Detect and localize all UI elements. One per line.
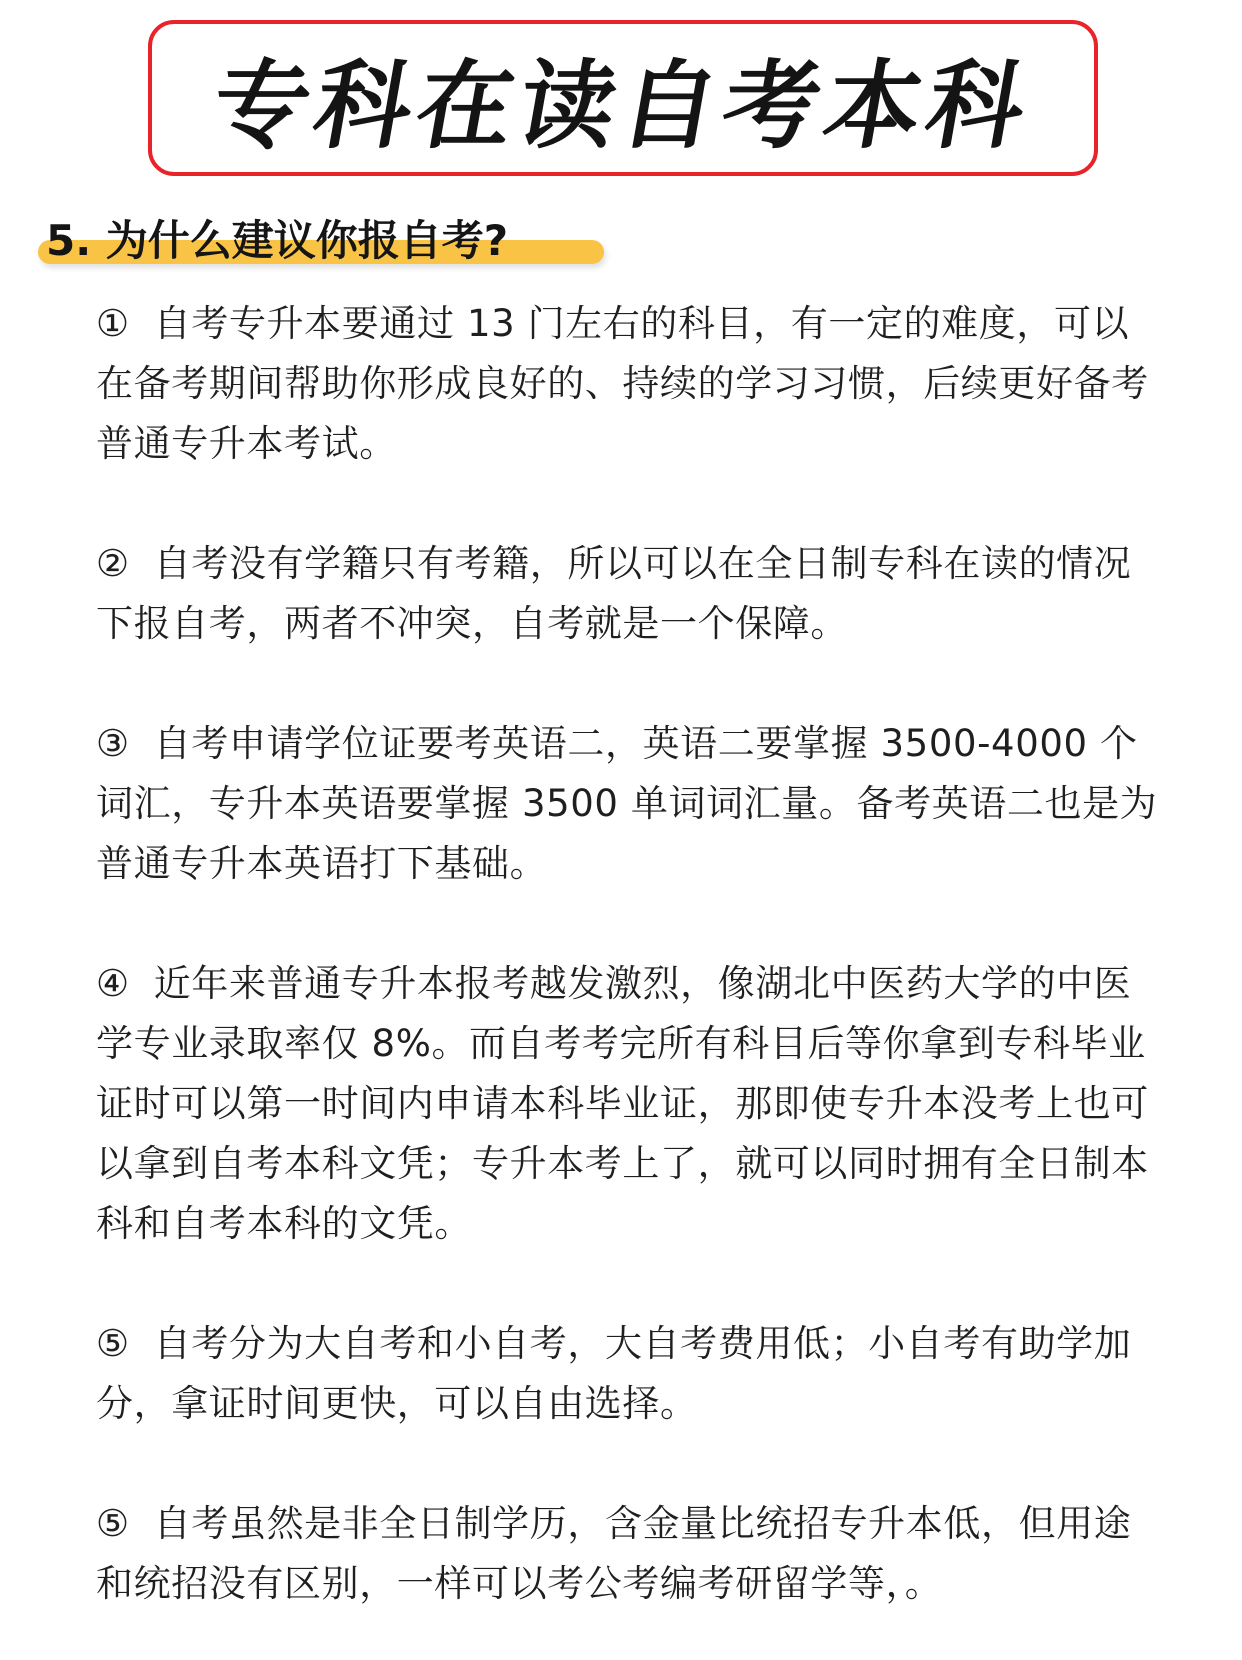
list-item (96, 1494, 1166, 1614)
item-text: 自考没有学籍只有考籍，所以可以在全日制专科在读的情况下报自考，两者不冲突，自考就是一个保障。 (96, 542, 1132, 645)
item-text: 近年来普通专升本报考越发激烈，像湖北中医药大学的中医学专业录取率仅 8%。而自考考完所有科目后等你拿到专科毕业证时可以第一时间内申请本科毕业证，那即使专升本没考上也可以拿到自考本科文凭；专升本考上了，就可以同时拥有全日制本科和自考本科的文凭。 (96, 962, 1149, 1245)
item-number: ④ (96, 962, 130, 1005)
item-text: 自考专升本要通过 13 门左右的科目，有一定的难度，可以在备考期间帮助你形成良好的、持续的学习习惯，后续更好备考普通专升本考试。 (96, 302, 1149, 465)
item-number: ③ (96, 722, 130, 765)
item-text: 自考分为大自考和小自考，大自考费用低；小自考有助学加分，拿证时间更快，可以自由选择。 (96, 1322, 1132, 1425)
list-item (96, 1314, 1166, 1434)
item-number: ② (96, 542, 130, 585)
item-number: ⑤ (96, 1322, 130, 1365)
reason-list (96, 294, 1166, 1614)
item-text: 自考申请学位证要考英语二，英语二要掌握 3500-4000 个词汇，专升本英语要掌握 3500 单词词汇量。备考英语二也是为普通专升本英语打下基础。 (96, 722, 1158, 885)
item-text: 自考虽然是非全日制学历，含金量比统招专升本低，但用途和统招没有区别，一样可以考公考编考研留学等，。 (96, 1502, 1132, 1605)
item-number: ① (96, 302, 130, 345)
list-item (96, 294, 1166, 474)
list-item (96, 714, 1166, 894)
title-box (148, 20, 1098, 176)
list-item (96, 954, 1166, 1254)
page-title: 专科在读自考本科 (203, 49, 1040, 162)
list-item (96, 534, 1166, 654)
section-heading (46, 210, 508, 266)
section-heading-text: 5. 为什么建议你报自考? (46, 216, 509, 265)
item-number: ⑤ (96, 1502, 130, 1545)
